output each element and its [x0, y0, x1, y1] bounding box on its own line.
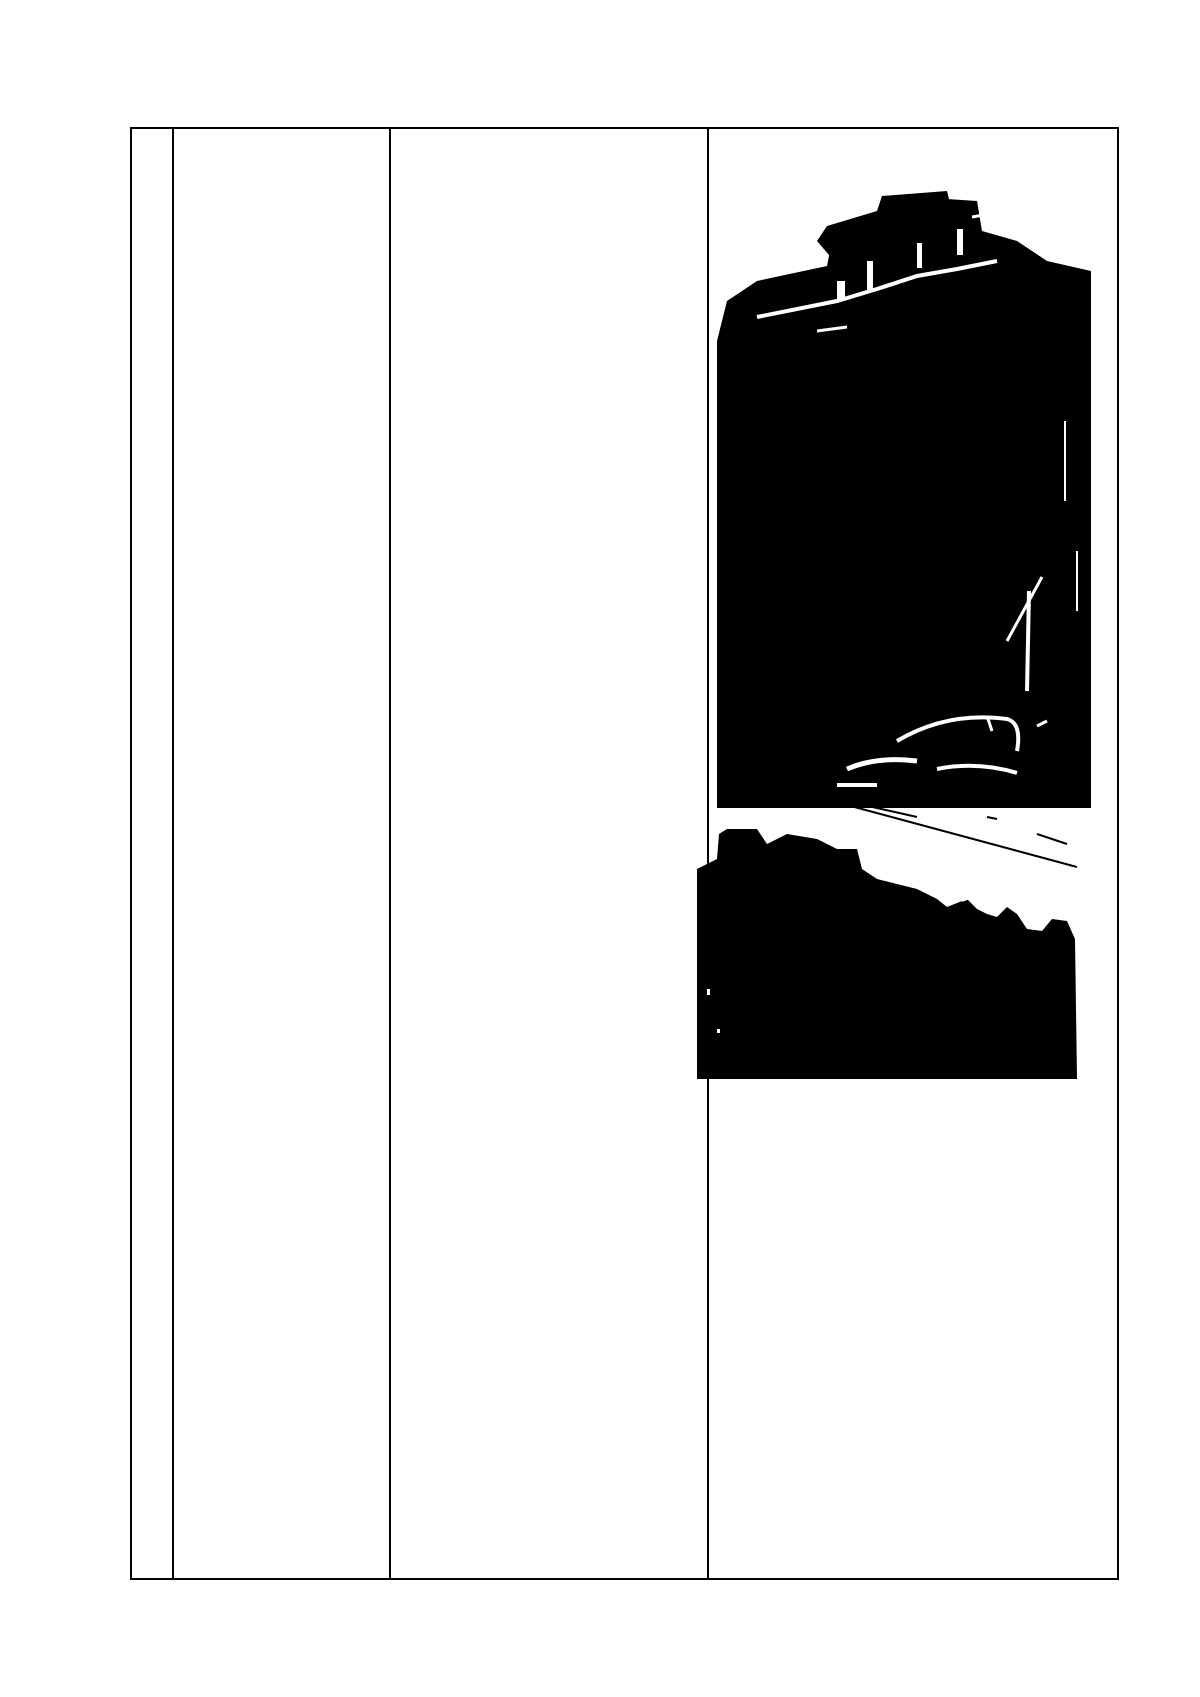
facade-photo-1 — [717, 171, 1091, 808]
description-cell — [400, 129, 693, 1578]
column-divider — [172, 129, 174, 1578]
facade-photo-2 — [697, 789, 1089, 1079]
table — [130, 127, 1119, 1580]
column-divider — [389, 129, 391, 1578]
